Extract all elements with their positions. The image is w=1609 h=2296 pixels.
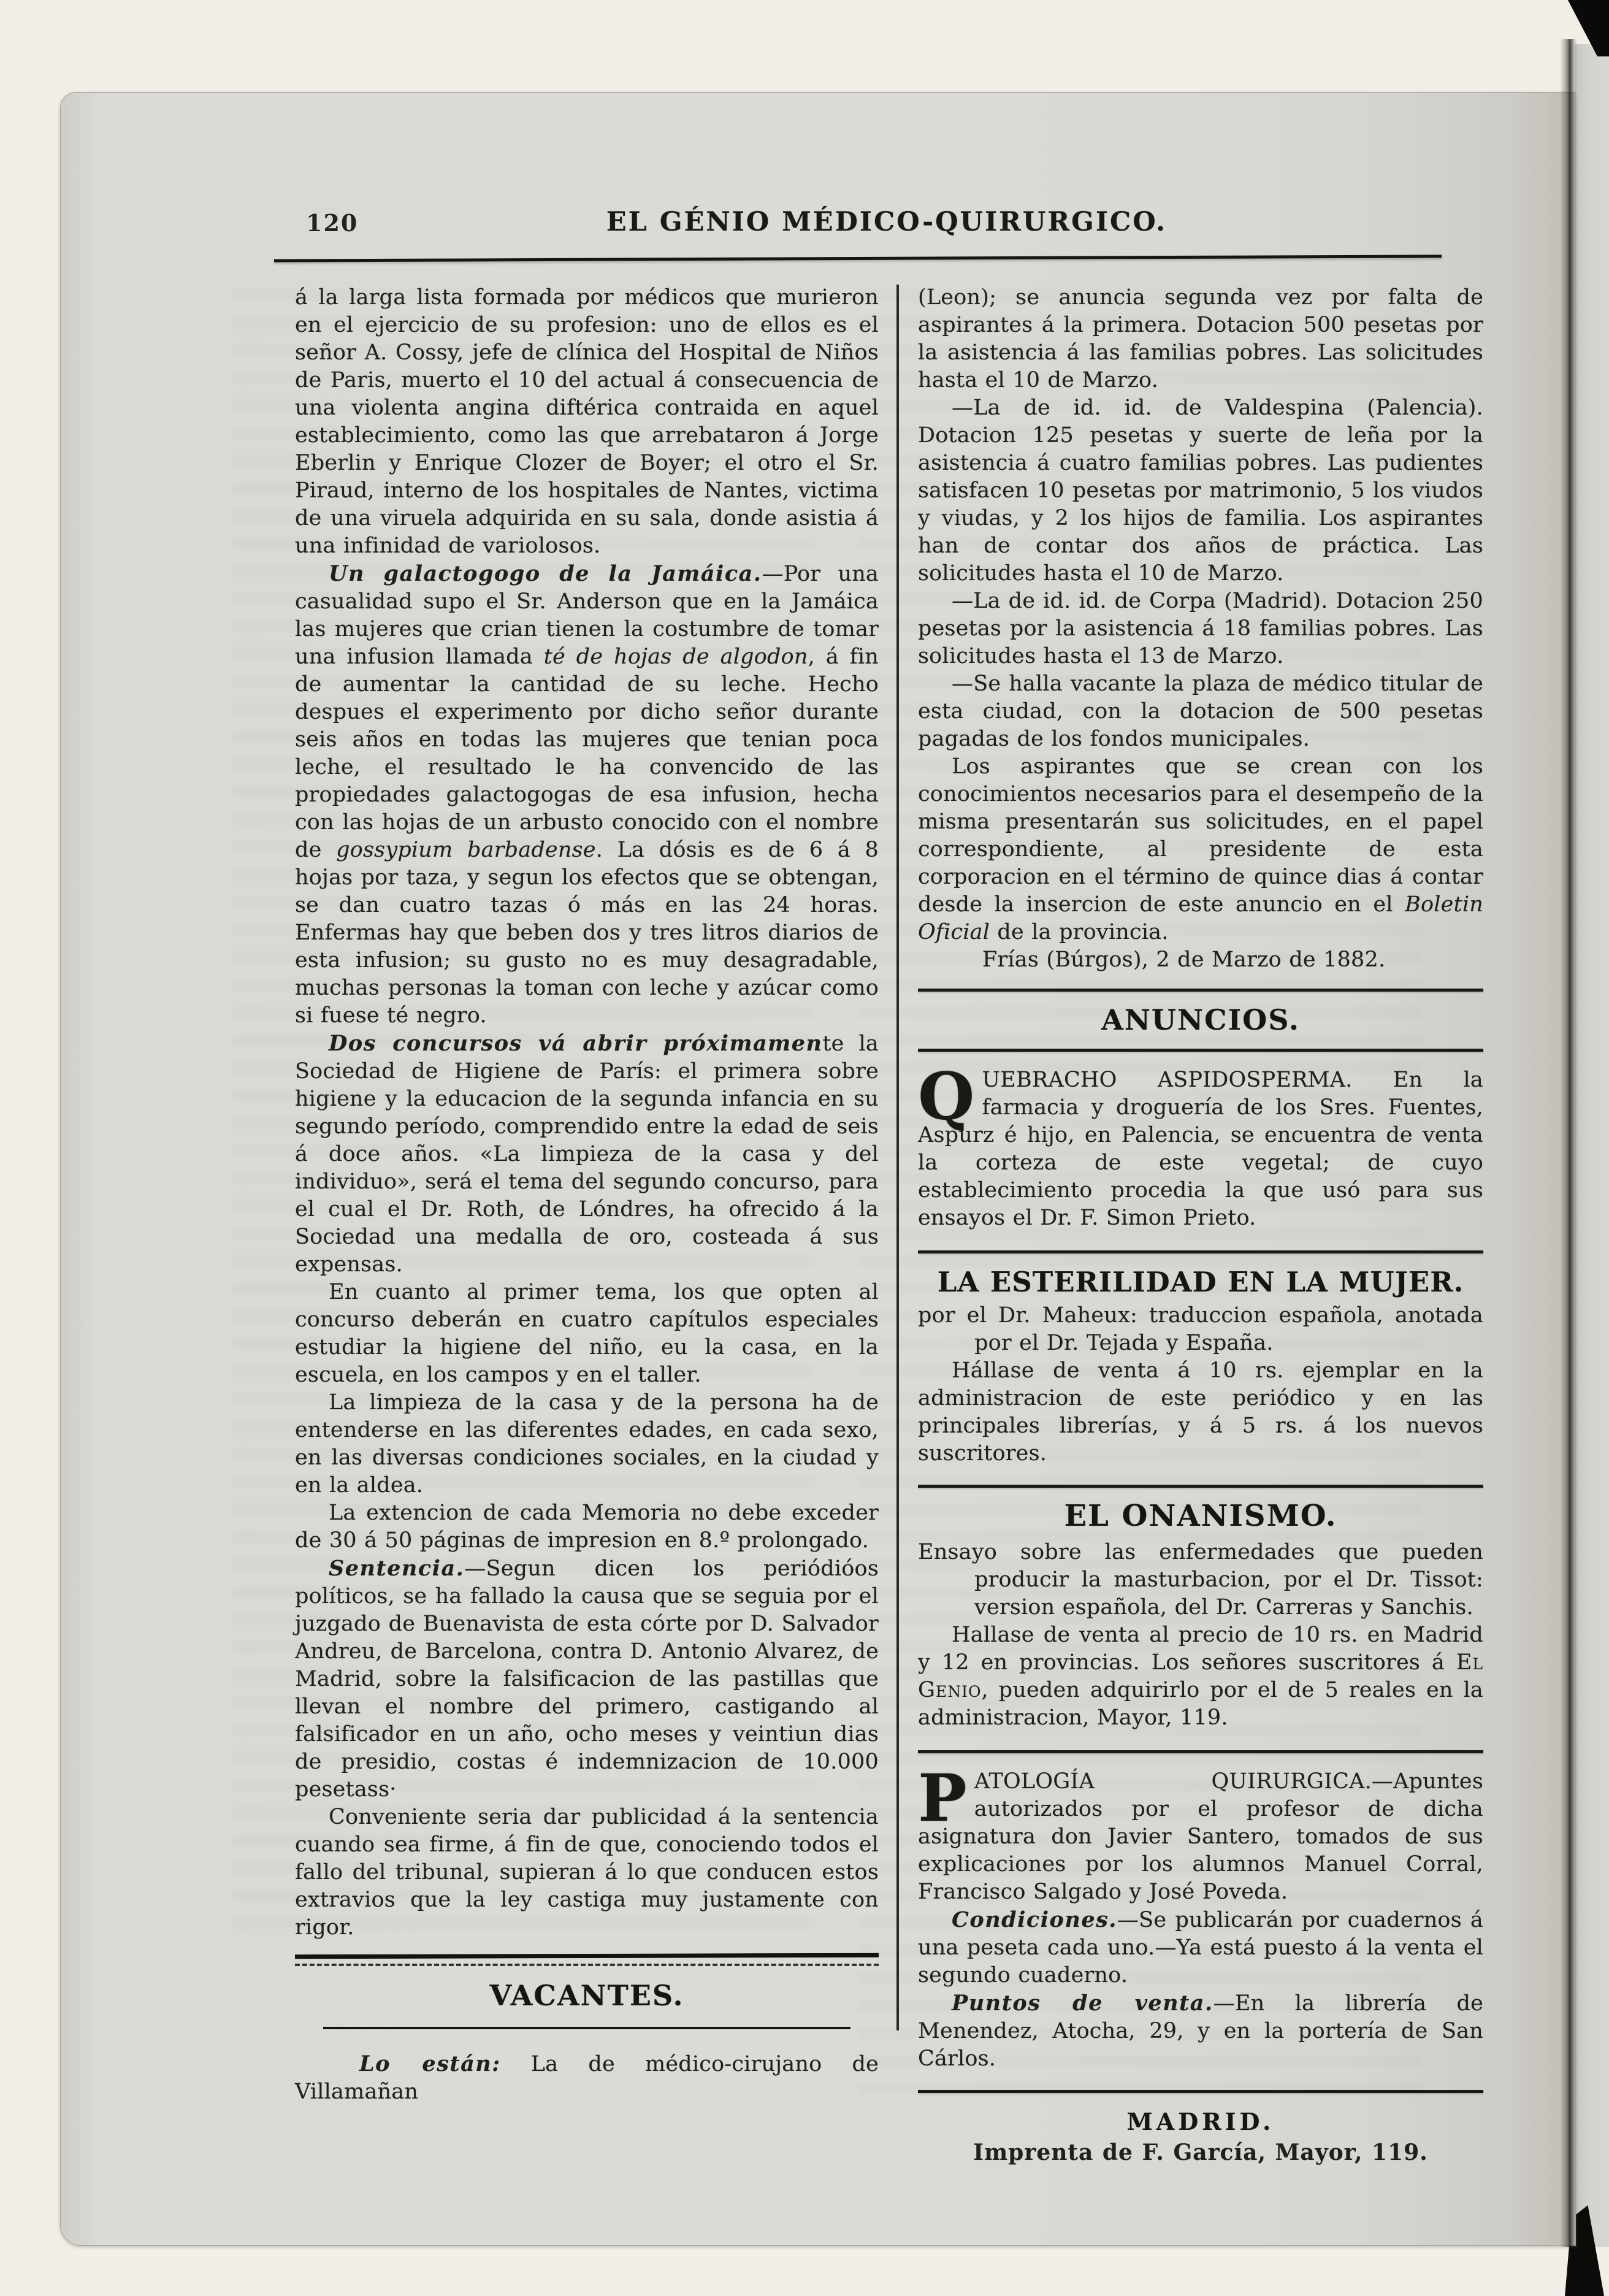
section-double-rule — [295, 1953, 879, 1959]
paragraph-text: UEBRACHO ASPIDOSPERMA. En la farmacia y droguería de los Sres. Fuentes, Aspurz é hijo, en Palencia, se encuentra de venta la corteza de este vegetal; de cuyo establecimiento procedia la que usó para sus ensayos el Dr. F. Simon Prieto. — [918, 1068, 1483, 1230]
paragraph-extension — [295, 1499, 879, 1555]
paragraph-text: —La de id. id. de Corpa (Madrid). Dotacion 250 pesetas por la asistencia á 18 familias pobres. Las solicitudes hasta el 13 de Marzo. — [918, 589, 1483, 668]
dropcap-p: P — [918, 1759, 967, 1836]
right-column — [918, 284, 1483, 2167]
header-rule — [274, 254, 1442, 262]
dateline-frias — [918, 946, 1483, 974]
paragraph-vacante-corpa — [918, 587, 1483, 670]
paragraph-necrology — [295, 284, 879, 560]
ad-patologia — [918, 1759, 1483, 1906]
paragraph-text: por el Dr. Maheux: traduccion española, anotada por el Dr. Tejada y España. — [918, 1303, 1483, 1355]
paragraph-text: ATOLOGÍA QUIRURGICA.—Apuntes autorizados por el profesor de dicha asignatura don Javier Santero, tomados de sus explicaciones por los alumnos Manuel Corral, Francisco Salgado y José Poveda. — [918, 1769, 1483, 1904]
dropcap-q: Q — [918, 1058, 975, 1135]
footer-imprenta: Imprenta de F. García, Mayor, 119. — [973, 2140, 1428, 2165]
ad-patologia-puntos — [918, 1989, 1483, 2073]
paragraph-primer-tema — [295, 1279, 879, 1389]
paragraph-text: —Se publicarán por cuadernos á una peseta cada uno.—Ya está puesto á la venta el segundo cuaderno. — [918, 1908, 1483, 1988]
section-rule — [918, 1750, 1483, 1753]
paragraph-text: te la Sociedad de Higiene de París: el primera sobre higiene y la educacion de la segunda infancia en su segundo período, comprendido entre la edad de seis á doce años. «La limpieza de la casa y del individuo», será el tema del segundo concurso, para el cual el Dr. Roth, de Lóndres, ha ofrecido á la Sociedad una medalla de oro, costeada á sus expensas. — [295, 1031, 879, 1277]
section-double-rule — [295, 1964, 879, 1966]
anuncios-heading: ANUNCIOS. — [1101, 1003, 1300, 1036]
paragraph-text: Los aspirantes que se crean con los conocimientos necesarios para el desempeño de la misma presentarán sus solicitudes, en el papel correspondiente, al presidente de esta corporacion en el término de quince dias á contar desde la insercion de este anuncio en el — [918, 754, 1483, 917]
journal-page — [60, 92, 1576, 2246]
vacantes-rule — [323, 2027, 850, 2029]
paragraph-text: —En la librería de Menendez, Atocha, 29, y en la portería de San Cárlos. — [918, 1991, 1484, 2071]
section-rule — [918, 1049, 1483, 1052]
paragraph-text: —Por una casualidad supo el Sr. Anderson que en la Jamáica las mujeres que crian tienen la costumbre de tomar una infusion llamada — [295, 562, 879, 669]
paragraph-lead: Un galactogogo de la Jamáica. — [329, 561, 762, 586]
paragraph-text: —La de id. id. de Valdespina (Palencia). Dotacion 125 pesetas y suerte de leña por la asistencia á cuatro familias pobres. Las pudientes satisfacen 10 pesetas por matrimonio, 5 los viudos y viudas, y 2 los hijos de familia. Los aspirantes han de contar dos años de práctica. Las solicitudes hasta el 10 de Marzo. — [918, 396, 1483, 586]
ad-quebracho — [918, 1058, 1483, 1232]
paragraph-lead: Lo están: — [359, 2051, 501, 2076]
paragraph-text: —Segun dicen los periódióos políticos, se ha fallado la causa que se seguia por el juzgado de Buenavista de esta córte por D. Salvador Andreu, de Barcelona, contra D. Antonio Alvarez, de Madrid, sobre la falsificacion de las pastillas que llevan el nombre del primero, castigando al falsificador en un año, ocho meses y veintiun dias de presidio, costas é indemnizacion de 10.000 pesetass· — [295, 1556, 879, 1802]
book-gutter-shadow — [1560, 39, 1577, 2247]
paragraph-limpieza — [295, 1389, 879, 1499]
paragraph-text: La limpieza de la casa y de la persona ha de entenderse en las diferentes edades, en cada sexo, en las diversas condiciones sociales, en la ciudad y en la aldea. — [295, 1390, 879, 1498]
paragraph-text: —Se halla vacante la plaza de médico titular de esta ciudad, con la dotacion de 500 pesetas pagadas de los fondos municipales. — [918, 672, 1483, 751]
paragraph-text: Frías (Búrgos), 2 de Marzo de 1882. — [982, 947, 1386, 972]
paragraph-vacante-leon — [918, 284, 1483, 394]
paragraph-lead: Puntos de venta. — [952, 1991, 1213, 2016]
ad-patologia-condiciones — [918, 1906, 1483, 1989]
italic-phrase: té de hojas de algodon — [543, 645, 808, 669]
paragraph-vacante-valdespina — [918, 394, 1483, 587]
paragraph-conveniente — [295, 1804, 879, 1942]
paragraph-text: Hállase de venta á 10 rs. ejemplar en la administracion de este periódico y en las principales librerías, y á 5 rs. á los nuevos suscritores. — [918, 1358, 1483, 1466]
section-rule — [918, 1250, 1483, 1253]
section-rule — [918, 989, 1483, 992]
adjacent-page-edge — [1575, 44, 1609, 2247]
paragraph-text: La extencion de cada Memoria no debe exceder de 30 á 50 páginas de impresion en 8.º prolongado. — [295, 1501, 879, 1553]
paragraph-text: Hallase de venta al precio de 10 rs. en Madrid y 12 en provincias. Los señores suscritores á — [918, 1623, 1483, 1675]
paragraph-sentencia — [295, 1555, 879, 1804]
journal-masthead: EL GÉNIO MÉDICO-QUIRURGICO. — [606, 207, 1168, 237]
paragraph-vacante-titular — [918, 670, 1483, 753]
section-rule — [918, 1485, 1483, 1488]
paragraph-text: . La dósis es de 6 á 8 hojas por taza, y segun los efectos que se obtengan, se dan cuatro tazas ó más en las 24 horas. Enfermas hay que beben dos y tres litros diarios de esta infusion; su gusto no es muy desagradable, muchas personas la toman con leche y azúcar como si fuese té negro. — [295, 838, 879, 1028]
paragraph-lead: Dos concursos vá abrir próximamen — [329, 1031, 823, 1056]
paragraph-text: de la provincia. — [990, 920, 1169, 944]
onanismo-body — [918, 1621, 1483, 1732]
esterilidad-heading: LA ESTERILIDAD EN LA MUJER. — [937, 1266, 1464, 1298]
paragraph-lead: Sentencia. — [329, 1556, 465, 1581]
paragraph-lead: Condiciones. — [952, 1907, 1117, 1932]
paragraph-concursos — [295, 1030, 879, 1279]
section-rule — [918, 2090, 1483, 2093]
italic-phrase: Boletin Oficial — [918, 892, 1483, 944]
footer-city: MADRID. — [1126, 2108, 1275, 2135]
paragraph-text: á la larga lista formada por médicos que murieron en el ejercicio de su profesion: uno de ellos es el señor A. Cossy, jefe de clínica del Hospital de Niños de Paris, muerto el 10 del actual á consecuencia de una violenta angina diftérica contraida en aquel establecimiento, como las que arrebataron á Jorge Eberlin y Enrique Clozer de Boyer; el otro el Sr. Piraud, interno de los hospitales de Nantes, victima de una viruela adquirida en su sala, donde asistia á una infinidad de variolosos. — [295, 285, 879, 558]
paragraph-galactogogo — [295, 560, 879, 1030]
esterilidad-body — [918, 1357, 1483, 1468]
paragraph-text: La de médico-cirujano de Villamañan — [295, 2052, 879, 2104]
column-divider-rule — [896, 285, 899, 2030]
esterilidad-subtitle — [918, 1302, 1483, 1357]
paragraph-text: En cuanto al primer tema, los que opten al concurso deberán en cuatro capítulos especiales estudiar la higiene del niño, eu la casa, en la escuela, en los campos y en el taller. — [295, 1280, 879, 1387]
paragraph-text: (Leon); se anuncia segunda vez por falta de aspirantes á la primera. Dotacion 500 pesetas por la asistencia á las familias pobres. Las solicitudes hasta el 10 de Marzo. — [918, 285, 1483, 392]
left-column — [295, 284, 879, 2106]
paragraph-text: Conveniente seria dar publicidad á la sentencia cuando sea firme, á fin de que, conociendo todos el fallo del tribunal, supieran á lo que conducen estos extravios que la ley castiga muy justamente con rigor. — [295, 1805, 879, 1940]
italic-phrase: gossypium barbadense — [336, 838, 596, 862]
onanismo-subtitle — [918, 1539, 1483, 1621]
onanismo-heading: EL ONANISMO. — [1064, 1499, 1337, 1533]
paragraph-text: , á fin de aumentar la cantidad de su leche. Hecho despues el experimento por dicho señor durante seis años en todas las mujeres que tenian poca leche, el resultado le ha convencido de las propiedades galactogogas de esa infusion, hecha con las hojas de un arbusto conocido con el nombre de — [295, 645, 879, 862]
paragraph-text: , pueden adquirirlo por el de 5 reales en la administracion, Mayor, 119. — [918, 1678, 1483, 1730]
journal-brand-smallcaps: El Genio — [918, 1650, 1483, 1702]
paragraph-text: Ensayo sobre las enfermedades que pueden producir la masturbacion, por el Dr. Tissot: version española, del Dr. Carreras y Sanchis. — [918, 1540, 1483, 1620]
page-number: 120 — [306, 209, 359, 237]
paragraph-aspirantes — [918, 753, 1483, 946]
vacantes-entry — [295, 2050, 879, 2106]
vacantes-heading: VACANTES. — [489, 1979, 684, 2012]
